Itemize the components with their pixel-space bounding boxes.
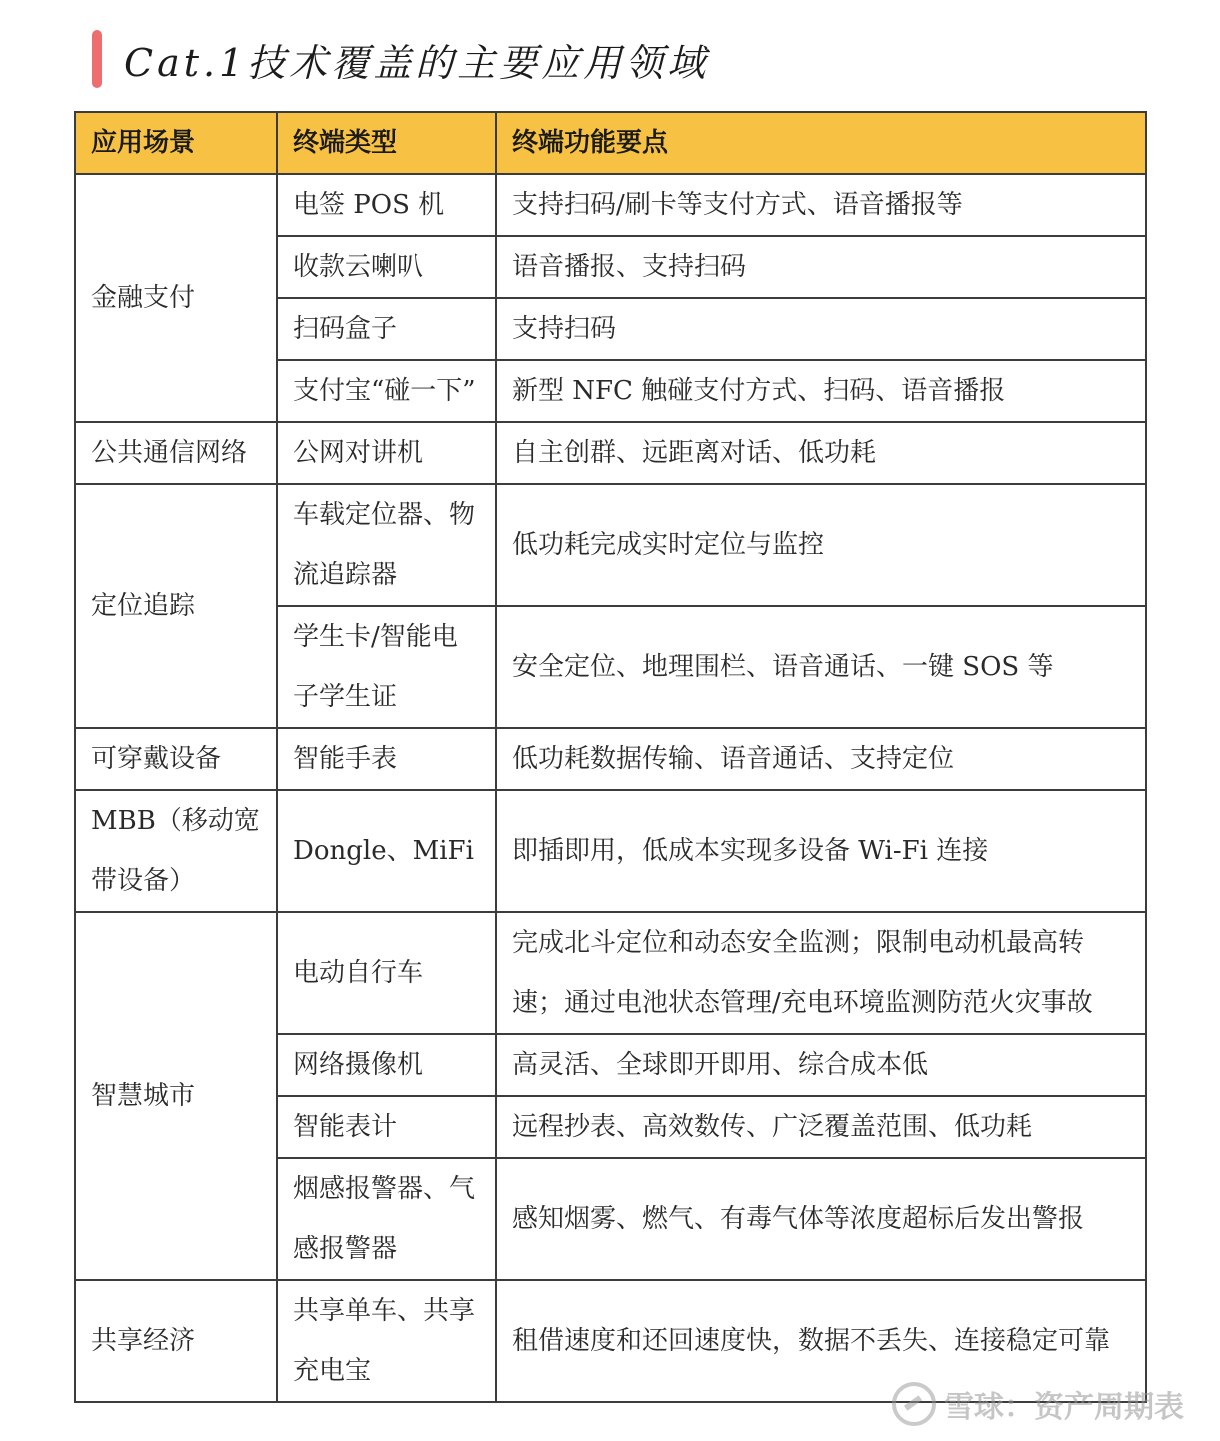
table-row	[75, 422, 1146, 484]
scene-cell: 公共通信网络	[75, 422, 277, 484]
table-row	[75, 728, 1146, 790]
terminal-cell: 支付宝“碰一下”	[277, 360, 496, 422]
table-row	[75, 484, 1146, 606]
terminal-cell: 电签 POS 机	[277, 174, 496, 236]
feature-cell: 语音播报、支持扫码	[496, 236, 1146, 298]
feature-cell: 自主创群、远距离对话、低功耗	[496, 422, 1146, 484]
page-title: Cat.1技术覆盖的主要应用领域	[124, 40, 710, 85]
feature-cell: 远程抄表、高效数传、广泛覆盖范围、低功耗	[496, 1096, 1146, 1158]
feature-cell: 低功耗数据传输、语音通话、支持定位	[496, 728, 1146, 790]
feature-cell: 租借速度和还回速度快，数据不丢失、连接稳定可靠	[496, 1280, 1146, 1402]
terminal-cell: 共享单车、共享充电宝	[277, 1280, 496, 1402]
feature-cell: 即插即用，低成本实现多设备 Wi-Fi 连接	[496, 790, 1146, 912]
feature-cell: 完成北斗定位和动态安全监测；限制电动机最高转速；通过电池状态管理/充电环境监测防范火灾事故	[496, 912, 1146, 1034]
watermark	[892, 1382, 1184, 1426]
feature-cell: 支持扫码	[496, 298, 1146, 360]
table-row	[75, 912, 1146, 1034]
terminal-cell: 网络摄像机	[277, 1034, 496, 1096]
feature-cell: 高灵活、全球即开即用、综合成本低	[496, 1034, 1146, 1096]
feature-cell: 安全定位、地理围栏、语音通话、一键 SOS 等	[496, 606, 1146, 728]
scene-cell: 金融支付	[75, 174, 277, 422]
terminal-cell: 智能手表	[277, 728, 496, 790]
application-table	[74, 111, 1147, 1403]
header-scene: 应用场景	[75, 112, 277, 174]
feature-cell: 低功耗完成实时定位与监控	[496, 484, 1146, 606]
terminal-cell: 智能表计	[277, 1096, 496, 1158]
feature-cell: 支持扫码/刷卡等支付方式、语音播报等	[496, 174, 1146, 236]
scene-cell: 智慧城市	[75, 912, 277, 1280]
table-row	[75, 790, 1146, 912]
snowball-logo-icon	[892, 1382, 936, 1426]
terminal-cell: 电动自行车	[277, 912, 496, 1034]
scene-cell: 可穿戴设备	[75, 728, 277, 790]
terminal-cell: 烟感报警器、气感报警器	[277, 1158, 496, 1280]
terminal-cell: 公网对讲机	[277, 422, 496, 484]
title-accent-bar	[92, 30, 102, 88]
table-row	[75, 174, 1146, 236]
terminal-cell: Dongle、MiFi	[277, 790, 496, 912]
terminal-cell: 收款云喇叭	[277, 236, 496, 298]
terminal-cell: 学生卡/智能电子学生证	[277, 606, 496, 728]
scene-cell: MBB（移动宽带设备）	[75, 790, 277, 912]
scene-cell: 共享经济	[75, 1280, 277, 1402]
scene-cell: 定位追踪	[75, 484, 277, 728]
feature-cell: 感知烟雾、燃气、有毒气体等浓度超标后发出警报	[496, 1158, 1146, 1280]
table-header-row	[75, 112, 1146, 174]
terminal-cell: 扫码盒子	[277, 298, 496, 360]
header-terminal: 终端类型	[277, 112, 496, 174]
title-block	[92, 30, 709, 88]
watermark-text: 雪球：资产周期表	[944, 1390, 1184, 1425]
header-feature: 终端功能要点	[496, 112, 1146, 174]
terminal-cell: 车载定位器、物流追踪器	[277, 484, 496, 606]
feature-cell: 新型 NFC 触碰支付方式、扫码、语音播报	[496, 360, 1146, 422]
